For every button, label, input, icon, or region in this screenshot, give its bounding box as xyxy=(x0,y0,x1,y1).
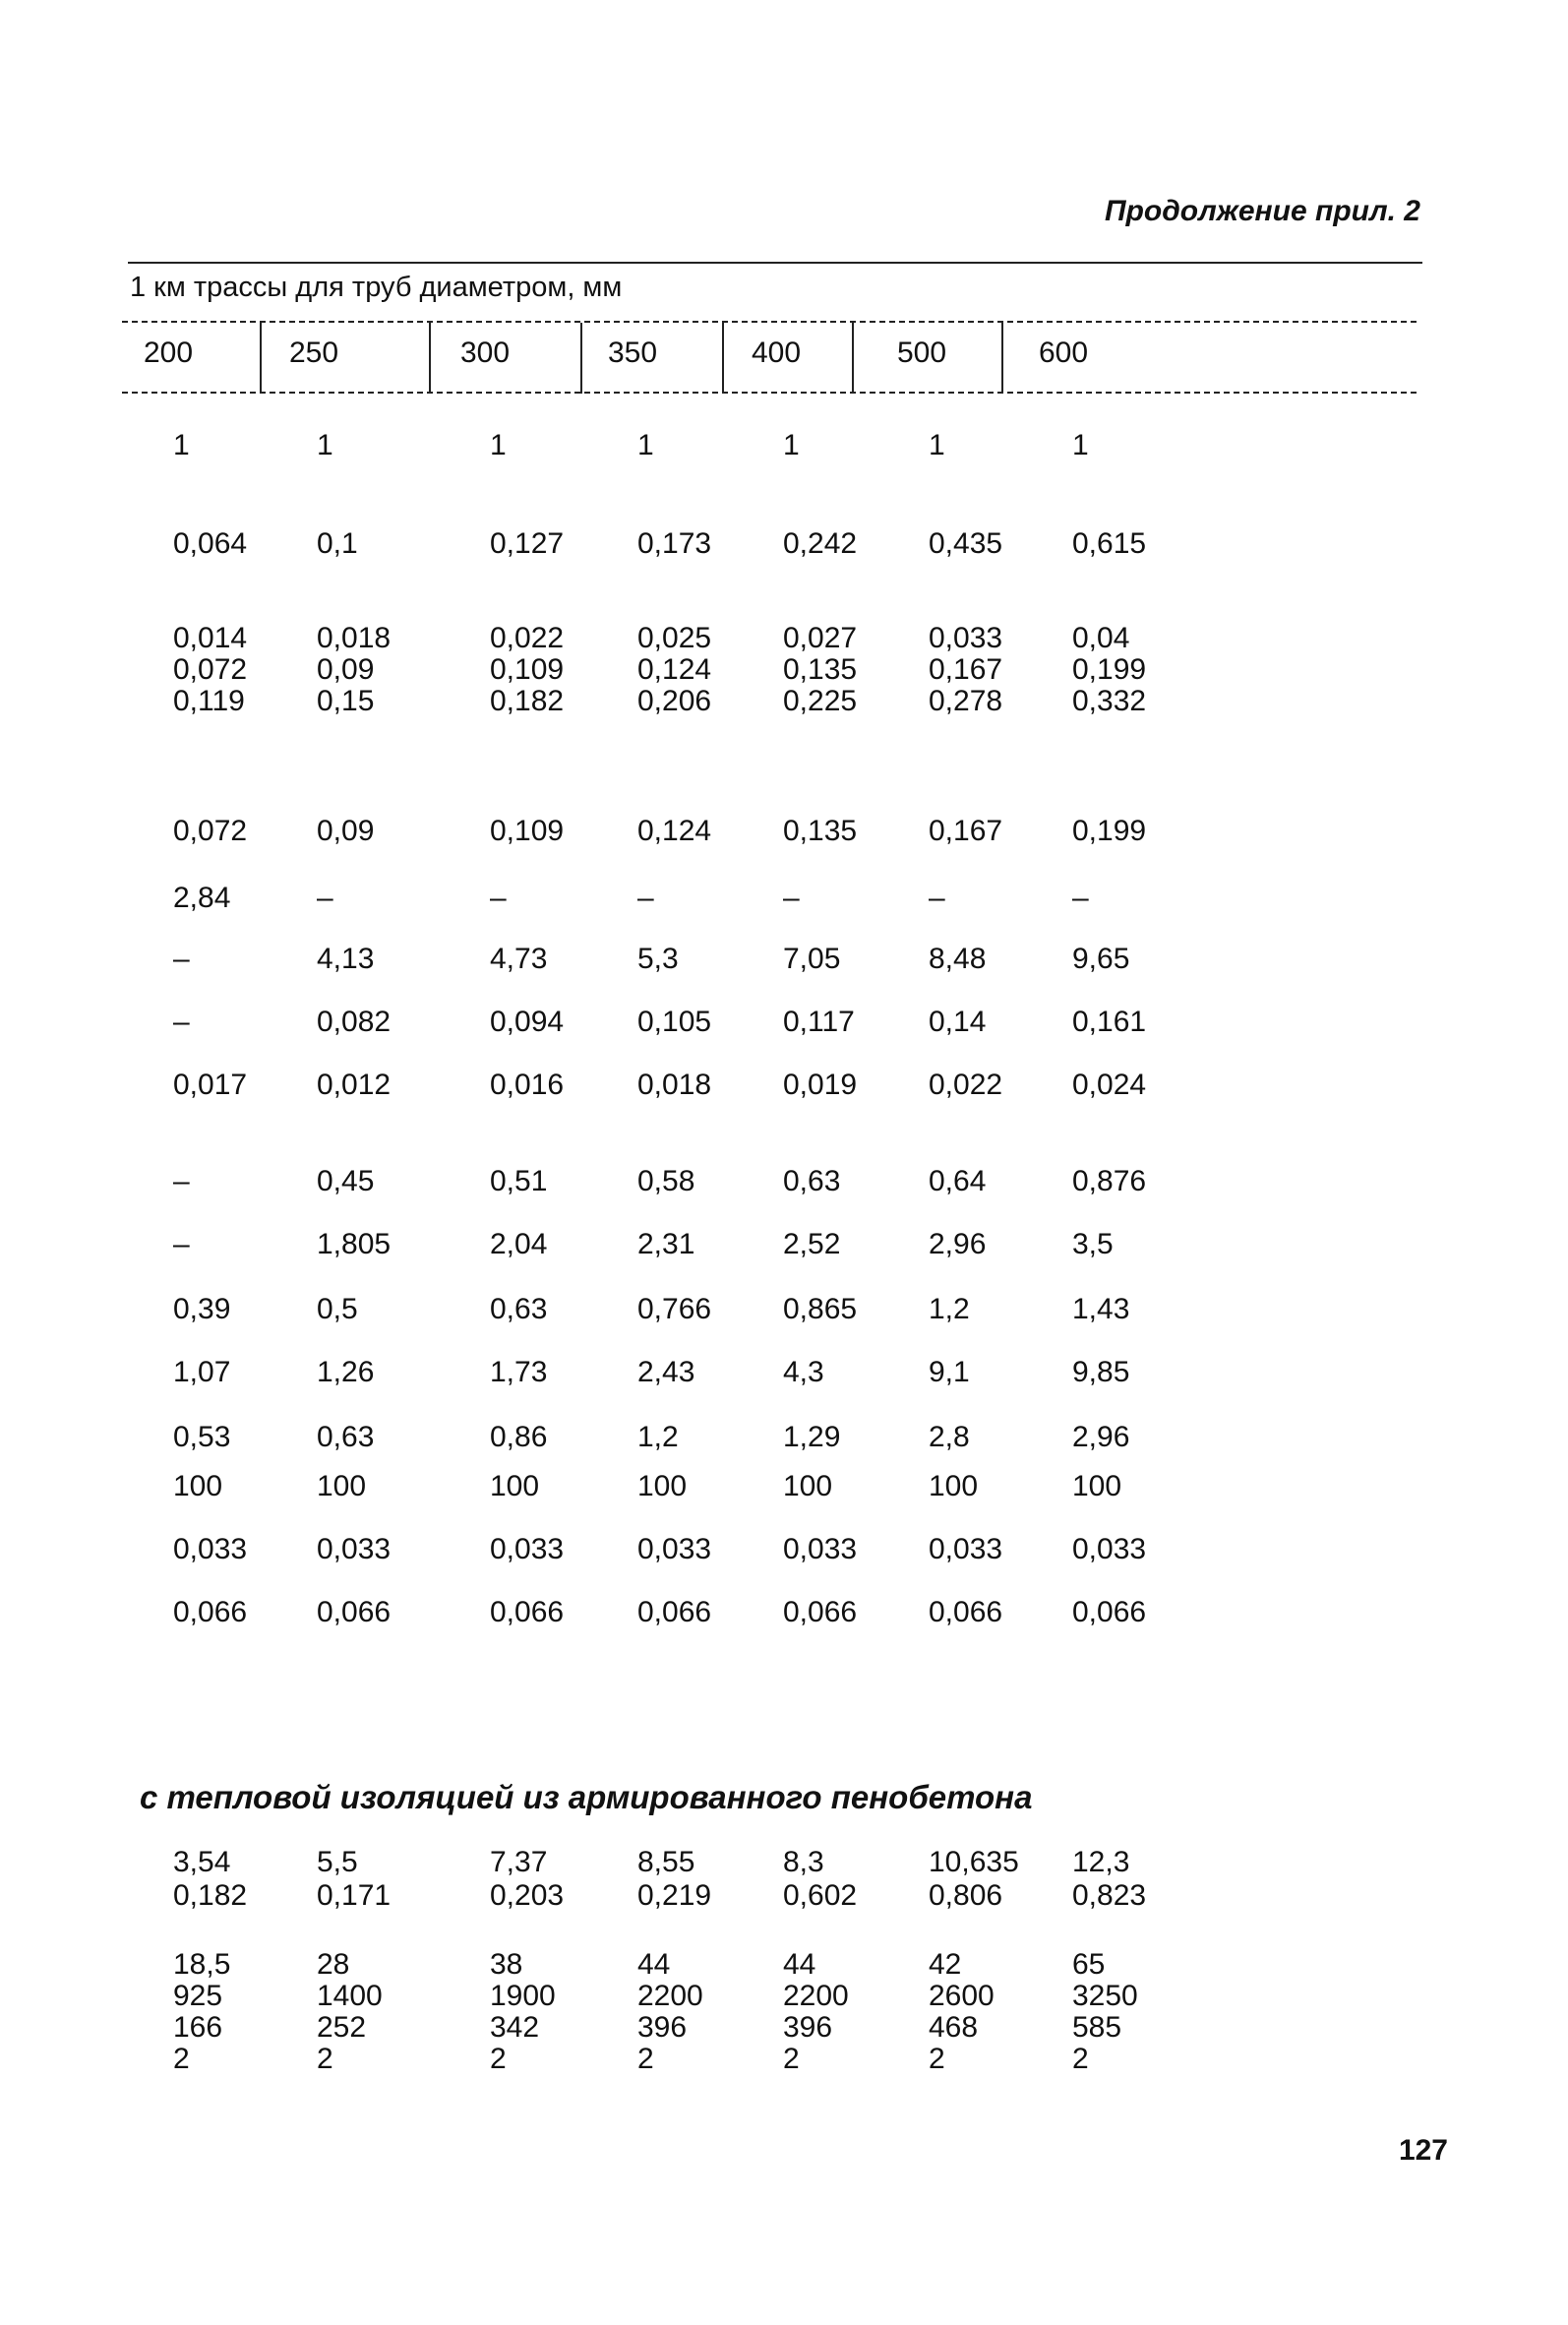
table2-cell: 2200 xyxy=(637,1980,703,2012)
table-cell: 0,766 xyxy=(637,1293,712,1325)
col-divider xyxy=(722,323,724,394)
table-cell: 0,033 xyxy=(929,1533,1003,1565)
table-cell: 0,332 xyxy=(1072,685,1147,717)
table-cell: 0,51 xyxy=(490,1165,548,1197)
table-cell: 0,017 xyxy=(173,1069,248,1101)
table-cell: 4,3 xyxy=(783,1356,824,1388)
table-cell: 0,64 xyxy=(929,1165,987,1197)
table-cell: 100 xyxy=(637,1470,688,1502)
table-cell: 1,73 xyxy=(490,1356,548,1388)
table-cell: 0,082 xyxy=(317,1006,392,1038)
table-cell: 0,135 xyxy=(783,815,858,847)
table2-cell: 1900 xyxy=(490,1980,556,2012)
table-cell: 0,206 xyxy=(637,685,712,717)
table2-cell: 28 xyxy=(317,1948,350,1981)
table-cell: 0,072 xyxy=(173,815,248,847)
table-cell: 0,033 xyxy=(929,622,1003,654)
table-cell: 0,45 xyxy=(317,1165,375,1197)
table2-cell: 2 xyxy=(637,2043,654,2075)
table-cell: 0,225 xyxy=(783,685,858,717)
table-cell: 2,31 xyxy=(637,1228,695,1260)
table2-cell: 0,806 xyxy=(929,1879,1003,1912)
table-cell: 0,109 xyxy=(490,653,565,686)
table2-cell: 0,171 xyxy=(317,1879,392,1912)
col-divider xyxy=(260,323,262,394)
table-cell: 0,033 xyxy=(1072,1533,1147,1565)
table2-cell: 0,203 xyxy=(490,1879,565,1912)
table-cell: 0,022 xyxy=(490,622,565,654)
table-cell: 8,48 xyxy=(929,943,987,975)
table-cell: 0,018 xyxy=(637,1069,712,1101)
table2-cell: 468 xyxy=(929,2011,979,2044)
table2-cell: 2200 xyxy=(783,1980,849,2012)
table-cell: 0,199 xyxy=(1072,653,1147,686)
table-cell: – xyxy=(637,882,654,914)
table-cell: 0,105 xyxy=(637,1006,712,1038)
table-cell: 0,014 xyxy=(173,622,248,654)
table2-cell: 12,3 xyxy=(1072,1846,1130,1878)
table-cell: 0,865 xyxy=(783,1293,858,1325)
col-divider xyxy=(852,323,854,394)
table-cell: 1,26 xyxy=(317,1356,375,1388)
table-cell: 1 xyxy=(783,429,800,461)
table-cell: 0,1 xyxy=(317,527,358,560)
table-cell: 5,3 xyxy=(637,943,679,975)
col-500: 500 xyxy=(897,337,947,369)
table-cell: 0,167 xyxy=(929,653,1003,686)
table-cell: 1 xyxy=(1072,429,1089,461)
table-cell: 0,615 xyxy=(1072,527,1147,560)
table-cell: 2,84 xyxy=(173,882,231,914)
table-cell: – xyxy=(783,882,800,914)
table-cell: 0,15 xyxy=(317,685,375,717)
table2-cell: 7,37 xyxy=(490,1846,548,1878)
table2-cell: 42 xyxy=(929,1948,962,1981)
table2-cell: 2 xyxy=(173,2043,190,2075)
continuation-label: Продолжение прил. 2 xyxy=(1105,195,1420,227)
table2-cell: 1400 xyxy=(317,1980,383,2012)
table-header: 1 км трассы для труб диаметром, мм xyxy=(130,272,623,303)
table-cell: 0,033 xyxy=(783,1533,858,1565)
table-cell: 0,124 xyxy=(637,815,712,847)
table-cell: – xyxy=(173,1228,190,1260)
table-cell: 0,14 xyxy=(929,1006,987,1038)
table-cell: 100 xyxy=(317,1470,367,1502)
col-divider xyxy=(429,323,431,394)
table2-cell: 2 xyxy=(783,2043,800,2075)
table-cell: 0,066 xyxy=(490,1596,565,1628)
table2-cell: 18,5 xyxy=(173,1948,231,1981)
table-cell: 0,63 xyxy=(783,1165,841,1197)
table-cell: 0,167 xyxy=(929,815,1003,847)
table2-cell: 44 xyxy=(637,1948,671,1981)
table2-cell: 2 xyxy=(490,2043,507,2075)
table-cell: 9,85 xyxy=(1072,1356,1130,1388)
table-cell: 100 xyxy=(173,1470,223,1502)
table-cell: 0,072 xyxy=(173,653,248,686)
table-cell: 0,435 xyxy=(929,527,1003,560)
table-cell: 1 xyxy=(637,429,654,461)
col-200: 200 xyxy=(144,337,194,369)
table-cell: – xyxy=(173,1006,190,1038)
table2-cell: 44 xyxy=(783,1948,816,1981)
table-cell: 0,033 xyxy=(490,1533,565,1565)
table2-cell: 342 xyxy=(490,2011,540,2044)
table-cell: 0,066 xyxy=(783,1596,858,1628)
table-cell: 100 xyxy=(490,1470,540,1502)
table-cell: 0,161 xyxy=(1072,1006,1147,1038)
col-250: 250 xyxy=(289,337,339,369)
table-cell: 0,117 xyxy=(783,1006,855,1038)
table2-cell: 252 xyxy=(317,2011,367,2044)
table-cell: 1,805 xyxy=(317,1228,392,1260)
table-cell: 1,2 xyxy=(929,1293,970,1325)
top-rule xyxy=(128,262,1422,264)
table-cell: 1,07 xyxy=(173,1356,231,1388)
table-cell: 0,066 xyxy=(317,1596,392,1628)
table-cell: 0,242 xyxy=(783,527,858,560)
table-cell: 4,13 xyxy=(317,943,375,975)
table-cell: 1 xyxy=(490,429,507,461)
table-cell: – xyxy=(173,943,190,975)
table-cell: 0,033 xyxy=(637,1533,712,1565)
table-cell: 100 xyxy=(783,1470,833,1502)
table-cell: 0,016 xyxy=(490,1069,565,1101)
table2-cell: 2 xyxy=(929,2043,945,2075)
table-cell: 0,094 xyxy=(490,1006,565,1038)
header-rule xyxy=(122,321,1417,323)
table-cell: 3,5 xyxy=(1072,1228,1114,1260)
table-cell: 0,033 xyxy=(317,1533,392,1565)
table-cell: 0,124 xyxy=(637,653,712,686)
table-cell: 0,04 xyxy=(1072,622,1130,654)
table-cell: 0,066 xyxy=(929,1596,1003,1628)
table-cell: 0,09 xyxy=(317,815,375,847)
table2-cell: 166 xyxy=(173,2011,223,2044)
table-cell: 0,033 xyxy=(173,1533,248,1565)
table2-cell: 925 xyxy=(173,1980,223,2012)
col-400: 400 xyxy=(752,337,802,369)
col-divider xyxy=(1001,323,1003,394)
table-cell: 0,066 xyxy=(1072,1596,1147,1628)
table-cell: 0,278 xyxy=(929,685,1003,717)
table2-cell: 8,3 xyxy=(783,1846,824,1878)
section-title: с тепловой изоляцией из армированного пенобетона xyxy=(140,1779,1033,1815)
table-cell: – xyxy=(929,882,945,914)
table-cell: – xyxy=(173,1165,190,1197)
table2-cell: 10,635 xyxy=(929,1846,1019,1878)
table2-cell: 3,54 xyxy=(173,1846,231,1878)
table-cell: 100 xyxy=(929,1470,979,1502)
table-cell: 0,58 xyxy=(637,1165,695,1197)
table-cell: 0,39 xyxy=(173,1293,231,1325)
table2-cell: 65 xyxy=(1072,1948,1106,1981)
table2-cell: 396 xyxy=(783,2011,833,2044)
table-cell: – xyxy=(1072,882,1089,914)
table-cell: 1,29 xyxy=(783,1421,841,1453)
table2-cell: 3250 xyxy=(1072,1980,1138,2012)
table2-cell: 0,823 xyxy=(1072,1879,1147,1912)
table-cell: 0,53 xyxy=(173,1421,231,1453)
table-cell: 0,127 xyxy=(490,527,565,560)
table-cell: 0,173 xyxy=(637,527,712,560)
table-cell: 0,86 xyxy=(490,1421,548,1453)
table2-cell: 585 xyxy=(1072,2011,1122,2044)
table-cell: 0,025 xyxy=(637,622,712,654)
table-cell: 1,2 xyxy=(637,1421,679,1453)
table2-cell: 2 xyxy=(1072,2043,1089,2075)
table-cell: 4,73 xyxy=(490,943,548,975)
table-cell: 9,1 xyxy=(929,1356,970,1388)
table-cell: 0,066 xyxy=(173,1596,248,1628)
page-number: 127 xyxy=(1398,2134,1448,2167)
col-350: 350 xyxy=(608,337,658,369)
table-cell: 1 xyxy=(173,429,190,461)
table-cell: 0,064 xyxy=(173,527,248,560)
table-cell: 0,012 xyxy=(317,1069,392,1101)
table-cell: 1 xyxy=(317,429,333,461)
table-cell: 0,109 xyxy=(490,815,565,847)
table-cell: 0,199 xyxy=(1072,815,1147,847)
table-cell: 0,024 xyxy=(1072,1069,1147,1101)
table-cell: 2,04 xyxy=(490,1228,548,1260)
table-cell: 2,43 xyxy=(637,1356,695,1388)
table2-cell: 0,602 xyxy=(783,1879,858,1912)
table-cell: 0,022 xyxy=(929,1069,1003,1101)
table-cell: 9,65 xyxy=(1072,943,1130,975)
col-300: 300 xyxy=(460,337,511,369)
table-cell: 0,066 xyxy=(637,1596,712,1628)
col-divider xyxy=(580,323,582,394)
table-cell: 2,52 xyxy=(783,1228,841,1260)
table-cell: 0,876 xyxy=(1072,1165,1147,1197)
table-cell: 0,119 xyxy=(173,685,245,717)
table2-cell: 2 xyxy=(317,2043,333,2075)
table-cell: 0,019 xyxy=(783,1069,858,1101)
table-cell: 7,05 xyxy=(783,943,841,975)
table-cell: 0,63 xyxy=(317,1421,375,1453)
table-cell: 1 xyxy=(929,429,945,461)
table-cell: 2,8 xyxy=(929,1421,970,1453)
table-cell: 2,96 xyxy=(929,1228,987,1260)
table-cell: 0,09 xyxy=(317,653,375,686)
table-cell: 0,027 xyxy=(783,622,858,654)
table2-cell: 5,5 xyxy=(317,1846,358,1878)
header-bottom-rule xyxy=(122,392,1417,394)
table2-cell: 396 xyxy=(637,2011,688,2044)
table2-cell: 0,182 xyxy=(173,1879,248,1912)
table2-cell: 0,219 xyxy=(637,1879,712,1912)
table2-cell: 8,55 xyxy=(637,1846,695,1878)
table-cell: 0,135 xyxy=(783,653,858,686)
col-600: 600 xyxy=(1039,337,1089,369)
table2-cell: 2600 xyxy=(929,1980,995,2012)
table-cell: 2,96 xyxy=(1072,1421,1130,1453)
table-cell: 100 xyxy=(1072,1470,1122,1502)
table-cell: 0,018 xyxy=(317,622,392,654)
table-cell: 1,43 xyxy=(1072,1293,1130,1325)
table-cell: 0,5 xyxy=(317,1293,358,1325)
table-cell: 0,182 xyxy=(490,685,565,717)
table2-cell: 38 xyxy=(490,1948,523,1981)
table-cell: – xyxy=(490,882,507,914)
table-cell: – xyxy=(317,882,333,914)
table-cell: 0,63 xyxy=(490,1293,548,1325)
